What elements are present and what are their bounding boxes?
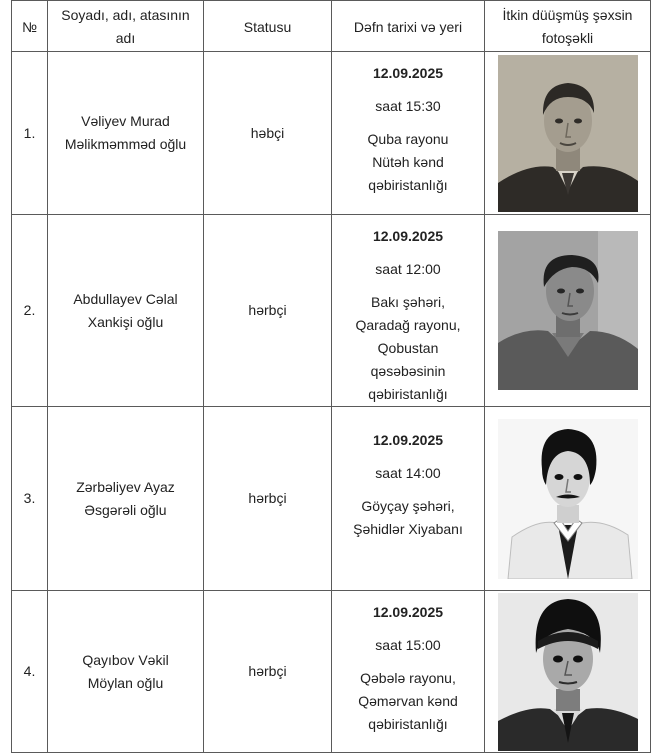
burial-place-line: Quba rayonu bbox=[367, 131, 449, 147]
portrait-photo bbox=[498, 231, 638, 390]
photo-cell bbox=[485, 591, 651, 753]
header-photo: İtkin düüşmüş şəxsin fotoşəkli bbox=[485, 1, 651, 52]
burial-info bbox=[332, 215, 485, 407]
burial-date: 12.09.2025 bbox=[372, 65, 444, 81]
table-row bbox=[12, 407, 651, 591]
header-full-name: Soyadı, adı, atasının adı bbox=[48, 1, 204, 52]
burial-date: 12.09.2025 bbox=[372, 432, 444, 448]
status: hərbçi bbox=[204, 407, 332, 591]
portrait-photo bbox=[498, 419, 638, 579]
photo-cell bbox=[485, 52, 651, 215]
burial-place-line: qəsəbəsinin bbox=[370, 363, 446, 379]
burial-place-line: qəbiristanlığı bbox=[368, 386, 448, 402]
full-name bbox=[48, 215, 204, 407]
table-row bbox=[12, 215, 651, 407]
burial-place-line: Nütəh kənd bbox=[372, 154, 444, 170]
row-number: 1. bbox=[12, 52, 48, 215]
header-row bbox=[12, 1, 651, 52]
full-name bbox=[48, 52, 204, 215]
burial-place-line: Qaradağ rayonu, bbox=[355, 317, 461, 333]
status: həbçi bbox=[204, 52, 332, 215]
name-line: Vəliyev Murad bbox=[81, 113, 170, 129]
header-status: Statusu bbox=[204, 1, 332, 52]
name-line: Möylan oğlu bbox=[87, 674, 164, 691]
name-line: Qayıbov Vəkil bbox=[82, 651, 169, 668]
status: hərbçi bbox=[204, 215, 332, 407]
burial-place-line: qəbiristanlığı bbox=[368, 716, 448, 732]
photo-cell bbox=[485, 407, 651, 591]
burial-date: 12.09.2025 bbox=[372, 228, 444, 244]
burial-info bbox=[332, 52, 485, 215]
name-line: Abdullayev Cəlal bbox=[73, 290, 178, 307]
burial-place-line: Qəbələ rayonu, bbox=[360, 670, 456, 686]
burial-time: saat 15:30 bbox=[375, 98, 441, 114]
burial-time: saat 12:00 bbox=[375, 261, 441, 277]
row-number: 2. bbox=[12, 215, 48, 407]
header-burial: Dəfn tarixi və yeri bbox=[332, 1, 485, 52]
burial-info bbox=[332, 591, 485, 753]
full-name bbox=[48, 407, 204, 591]
burial-place-line: Bakı şəhəri, bbox=[371, 294, 445, 310]
portrait-photo bbox=[498, 55, 638, 212]
portrait-photo bbox=[498, 593, 638, 751]
memorial-table bbox=[11, 0, 651, 753]
name-line: Xankişi oğlu bbox=[87, 313, 164, 330]
burial-place-line: Göyçay şəhəri, bbox=[361, 498, 455, 514]
burial-info bbox=[332, 407, 485, 591]
photo-cell bbox=[485, 215, 651, 407]
name-line: Zərbəliyev Ayaz bbox=[76, 478, 175, 495]
status: hərbçi bbox=[204, 591, 332, 753]
burial-place-line: Şəhidlər Xiyabanı bbox=[353, 521, 463, 537]
burial-place-line: Qəmərvan kənd bbox=[358, 693, 458, 709]
burial-place-line: Qobustan bbox=[377, 340, 439, 356]
burial-time: saat 14:00 bbox=[375, 465, 441, 481]
table-row bbox=[12, 591, 651, 753]
burial-place-line: qəbiristanlığı bbox=[368, 177, 448, 193]
header-number: № bbox=[12, 1, 48, 52]
burial-date: 12.09.2025 bbox=[372, 604, 444, 620]
row-number: 4. bbox=[12, 591, 48, 753]
name-line: Əsgərəli oğlu bbox=[84, 501, 167, 518]
burial-time: saat 15:00 bbox=[375, 637, 441, 653]
row-number: 3. bbox=[12, 407, 48, 591]
name-line: Məlikməmməd oğlu bbox=[64, 136, 187, 152]
full-name bbox=[48, 591, 204, 753]
table-row bbox=[12, 52, 651, 215]
